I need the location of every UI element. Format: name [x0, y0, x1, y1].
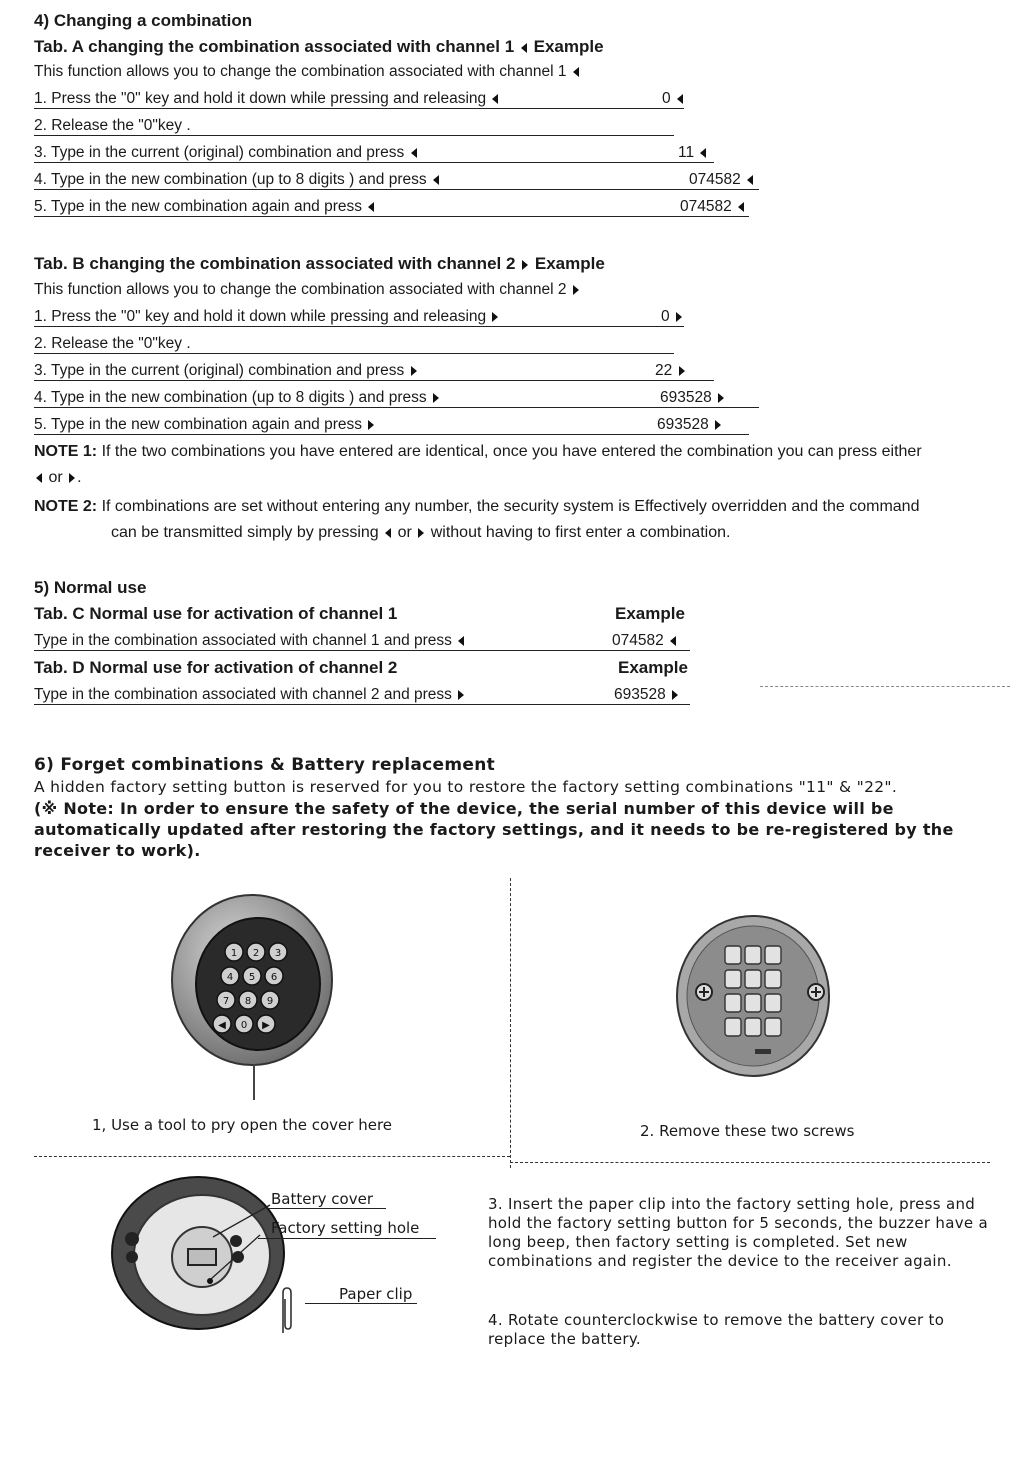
right-arrow-icon	[433, 393, 439, 403]
tab-example-value: 074582	[689, 171, 755, 189]
divider	[305, 1303, 417, 1304]
divider	[34, 108, 684, 109]
divider	[34, 135, 674, 136]
right-arrow-icon	[718, 393, 724, 403]
tab-instruction-line: 4. Type in the new combination (up to 8 digits ) and press	[34, 171, 441, 189]
battery-cover-figure	[110, 1175, 290, 1335]
right-arrow-icon	[573, 285, 579, 295]
divider	[34, 704, 690, 705]
right-arrow-icon	[492, 312, 498, 322]
step-4-instruction: 4. Rotate counterclockwise to remove the battery cover to replace the battery.	[488, 1311, 945, 1348]
note-1: NOTE 1: If the two combinations you have entered are identical, once you have entered the combination you can press either or .	[34, 443, 922, 486]
left-arrow-icon	[492, 94, 498, 104]
divider	[34, 216, 749, 217]
divider	[258, 1238, 436, 1239]
left-arrow-icon	[677, 94, 683, 104]
key-slot	[745, 1018, 761, 1036]
tab-example-value: 11	[678, 144, 708, 162]
battery-cover-label: Battery cover	[271, 1190, 373, 1208]
left-arrow-icon	[700, 148, 706, 158]
keypad-key-label: ▶	[262, 1020, 270, 1031]
factory-reset-description: A hidden factory setting button is reserved for you to restore the factory setting combinations "11" & "22".	[34, 778, 898, 796]
right-arrow-icon	[522, 260, 528, 270]
section-title-changing-combination: 4) Changing a combination	[34, 11, 253, 30]
key-slot	[725, 970, 741, 988]
note-2: NOTE 2: If combinations are set without entering any number, the security system is Effectively overridden and the command can be transmitted simply by pressing or without having to first enter a combination.	[34, 498, 920, 541]
tab-example-value: 0	[661, 308, 684, 326]
keypad-key-label: 7	[222, 996, 230, 1007]
divider	[34, 162, 714, 163]
divider	[34, 326, 684, 327]
keypad-back-figure	[675, 910, 835, 1090]
left-arrow-icon	[458, 636, 464, 646]
tab-c-example-label: Example	[615, 604, 685, 623]
keypad-key-label: 9	[266, 996, 274, 1007]
right-arrow-icon	[679, 366, 685, 376]
keypad-key-label: 8	[244, 996, 252, 1007]
tab-example-value: 0	[662, 90, 685, 108]
right-arrow-icon	[676, 312, 682, 322]
figure-divider-vertical	[510, 878, 511, 1168]
tab-instruction-line: 2. Release the "0"key .	[34, 117, 191, 134]
tab-d-example-label: Example	[618, 658, 688, 677]
left-arrow-icon	[433, 175, 439, 185]
key-slot	[765, 994, 781, 1012]
tab-b-title: Tab. B changing the combination associated with channel 2 Example	[34, 254, 605, 273]
divider	[34, 650, 690, 651]
keypad-key-label: ◀	[218, 1020, 226, 1031]
tab-instruction-line: 5. Type in the new combination again and press	[34, 416, 376, 434]
divider	[760, 686, 1010, 687]
left-arrow-icon	[36, 473, 42, 483]
key-slot	[745, 970, 761, 988]
tab-instruction-line: 3. Type in the current (original) combination and press	[34, 144, 419, 162]
right-arrow-icon	[672, 690, 678, 700]
tab-instruction-line: 5. Type in the new combination again and press	[34, 198, 376, 216]
tab-instruction-line: This function allows you to change the combination associated with channel 1	[34, 63, 581, 81]
factory-setting-hole-label: Factory setting hole	[271, 1219, 420, 1237]
tab-d-example-value: 693528	[614, 686, 680, 704]
key-slot	[725, 1018, 741, 1036]
figure-2-caption: 2. Remove these two screws	[640, 1122, 855, 1140]
key-slot	[765, 1018, 781, 1036]
right-arrow-icon	[368, 420, 374, 430]
tab-a-title: Tab. A changing the combination associated with channel 1 Example	[34, 37, 604, 56]
key-slot	[765, 970, 781, 988]
left-arrow-icon	[747, 175, 753, 185]
section-title-forget-combinations: 6) Forget combinations & Battery replacement	[34, 755, 496, 775]
section-title-normal-use: 5) Normal use	[34, 578, 147, 597]
keypad-front-figure	[170, 892, 340, 1107]
key-slot	[745, 946, 761, 964]
left-arrow-icon	[385, 528, 391, 538]
tab-instruction-line: 1. Press the "0" key and hold it down while pressing and releasing	[34, 90, 500, 108]
tab-instruction-line: 2. Release the "0"key .	[34, 335, 191, 352]
left-arrow-icon	[670, 636, 676, 646]
key-slot	[765, 946, 781, 964]
keypad-key-label: 2	[252, 948, 260, 959]
left-arrow-icon	[738, 202, 744, 212]
key-slot	[725, 994, 741, 1012]
tab-c-title: Tab. C Normal use for activation of channel 1	[34, 604, 398, 623]
keypad-key-label: 6	[270, 972, 278, 983]
tab-instruction-line: 3. Type in the current (original) combination and press	[34, 362, 419, 380]
tab-example-value: 22	[655, 362, 687, 380]
figure-divider-horizontal	[34, 1156, 510, 1157]
divider	[34, 380, 714, 381]
safety-note: (※ Note: In order to ensure the safety of the device, the serial number of this device will be automatically updated after restoring the factory settings, and it needs to be re-registered by the receiver to work).	[34, 799, 954, 860]
divider	[34, 189, 759, 190]
tab-instruction-line: 4. Type in the new combination (up to 8 digits ) and press	[34, 389, 441, 407]
keypad-key-label: 4	[226, 972, 234, 983]
tab-c-example-value: 074582	[612, 632, 678, 650]
left-arrow-icon	[411, 148, 417, 158]
divider	[34, 407, 759, 408]
keypad-key-label: 5	[248, 972, 256, 983]
tab-example-value: 693528	[660, 389, 726, 407]
tab-example-value: 074582	[680, 198, 746, 216]
right-arrow-icon	[411, 366, 417, 376]
divider	[34, 434, 749, 435]
keypad-key-label: 3	[274, 948, 282, 959]
right-arrow-icon	[69, 473, 75, 483]
figure-divider-horizontal	[510, 1162, 990, 1163]
tab-example-value: 693528	[657, 416, 723, 434]
paper-clip-icon	[278, 1285, 296, 1337]
keypad-key-label: 1	[230, 948, 238, 959]
left-arrow-icon	[573, 67, 579, 77]
tab-instruction-line: This function allows you to change the combination associated with channel 2	[34, 281, 581, 299]
key-slot	[745, 994, 761, 1012]
tab-d-title: Tab. D Normal use for activation of channel 2	[34, 658, 398, 677]
divider	[34, 353, 674, 354]
figure-1-caption: 1, Use a tool to pry open the cover here	[92, 1116, 393, 1134]
paper-clip-label: Paper clip	[339, 1285, 413, 1303]
left-arrow-icon	[521, 43, 527, 53]
tab-d-instruction: Type in the combination associated with channel 2 and press	[34, 686, 466, 704]
key-slot	[725, 946, 741, 964]
left-arrow-icon	[368, 202, 374, 212]
tab-instruction-line: 1. Press the "0" key and hold it down while pressing and releasing	[34, 308, 500, 326]
right-arrow-icon	[715, 420, 721, 430]
step-3-instruction: 3. Insert the paper clip into the factory setting hole, press and hold the factory setting button for 5 seconds, the buzzer have a long beep, then factory setting is completed. Set new combinations and register the device to the receiver again.	[488, 1195, 988, 1270]
keypad-key-label: 0	[240, 1020, 248, 1031]
right-arrow-icon	[418, 528, 424, 538]
tab-c-instruction: Type in the combination associated with channel 1 and press	[34, 632, 466, 650]
right-arrow-icon	[458, 690, 464, 700]
divider	[266, 1208, 386, 1209]
